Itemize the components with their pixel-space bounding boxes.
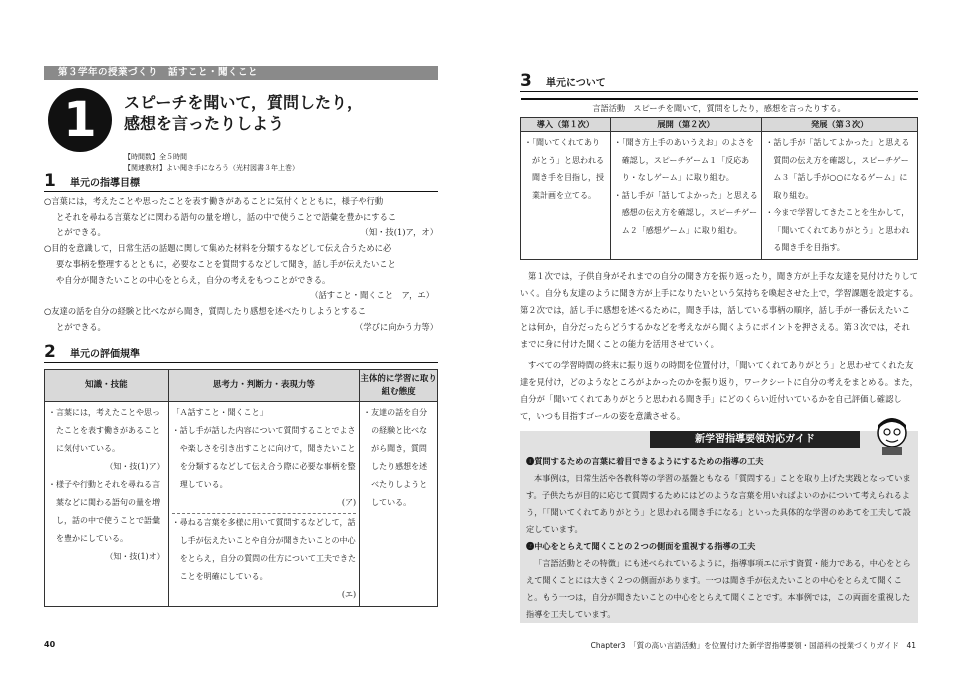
plan-header-advanced: 発展（第３次） (762, 118, 918, 132)
lesson-meta (124, 152, 299, 174)
eval-cell-thinking (168, 402, 359, 607)
teacher-mascot-icon (872, 413, 912, 455)
plan-header-intro: 導入（第１次） (521, 118, 611, 132)
goal-2-tag: （話すこと・聞くこと ア，エ） (310, 290, 434, 301)
guide-body (526, 453, 914, 623)
plan-cell-development (610, 132, 762, 260)
meta-hours: 【時間数】全５時間 (124, 153, 187, 161)
goal-3-tag: （学びに向かう力等） (355, 321, 438, 332)
goal-2-line-a: ○目的を意識して，日常生活の話題に関して集めた材料を分類するなどして伝え合うために必 (44, 243, 392, 254)
plan-cell-advanced (762, 132, 918, 260)
knowledge-item-2-tag: （知・技(1)オ） (105, 552, 165, 562)
thinking-item-1: ・話し手が話した内容について質問することでよさや楽しさを引き出すことに向けて，聞きたいことを分類するなどして伝え合う際に必要な事柄を整理している。 (171, 426, 356, 490)
page-number-left: 40 (44, 640, 56, 649)
goal-2-line-c: や自分が聞きたいことの中心をとらえ，自分の考えをもつことができる。 (56, 274, 331, 285)
guide-text-1: 本事例は，日常生活や各教科等の学習の基盤ともなる「質問する」ことを取り上げた実践となっています。子供たちが目的に応じて質問するためにはどのような言葉を用いればよいのかについて考えられるよう，「「聞いてくれてありがとう」と思われる聞き手になる」といった具体的な学習のめあてを工夫して設定しています。 (526, 472, 911, 534)
language-activity: 言語活動 スピーチを聞いて，質問をしたり，感想を言ったりする。 (521, 99, 918, 118)
plan-header-development: 展開（第２次） (610, 118, 762, 132)
lesson-title-line-2: 感想を言ったりしよう (124, 114, 285, 133)
thinking-domain: 「Ａ話すこと・聞くこと」 (171, 408, 268, 418)
goal-2-line-b: 要な事柄を整理するとともに，必要なことを質問するなどして聞き，話し手が伝えたいこと (56, 258, 396, 269)
eval-cell-attitude (360, 402, 438, 607)
lesson-title (124, 92, 363, 134)
goal-1-line-b: とそれを尋ねる言葉などに関わる語句の量を増し，話の中で使うことで語彙を豊かにするこ (56, 211, 397, 222)
plan-dev-item-2: ・話し手が「話してよかった」と思える感想の伝え方を確認し，スピーチゲーム２「感想ゲーム」に取り組む。 (613, 190, 758, 235)
unit-paragraph-2: すべての学習時間の終末に振り返りの時間を位置付け，「聞いてくれてありがとう」と思わせてくれた友達を見付け，どのようなところがよかったのかを振り返り，ワークシートに自分の考えをまとめる。また，自分が「聞いてくれてありがとうと思われる聞き手」にどのくらい近付いているかを自己評価し確認して，いつも目指すゴールの姿を意識させる。 (520, 359, 918, 421)
teaching-goals (44, 194, 438, 335)
eval-header-attitude: 主体的に学習に取り組む態度 (360, 370, 438, 402)
lesson-number-badge: 1 (48, 88, 112, 152)
guide-text-2: 「言語活動とその特徴」にも述べられているように，指導事項エに示す資質・能力である，中心をとらえて聞くことには大きく２つの側面があります。一つは聞き手が伝えたいことの中心をとらえて聞くこと。もう一つは，自分が聞きたいことの中心をとらえて聞くことです。本事例では，この両面を重視した指導を工夫しています。 (526, 557, 911, 619)
goal-1-end: とができる。 (56, 227, 106, 238)
right-page (520, 72, 918, 623)
plan-adv-item-1: ・話し手が「話してよかった」と思える質問の伝え方を確認し，スピーチゲーム３「話し手が○○になるゲーム」に取り組む。 (765, 138, 910, 200)
section-2-title: 単元の評価規準 (70, 349, 140, 361)
knowledge-item-1: ・言葉には，考えたことや思ったことを表す働きがあることに気付いている。 (48, 408, 160, 454)
unit-plan-table (520, 98, 918, 260)
meta-material: 【関連教材】よい聞き手になろう（光村図書３年上巻） (124, 164, 299, 172)
plan-adv-item-2: ・今まで学習してきたことを生かして，「聞いてくれてありがとう」と思われる聞き手を目指す。 (765, 208, 910, 252)
chapter-topbar: 第３学年の授業づくり 話すこと・聞くこと (44, 66, 438, 80)
section-3-heading (520, 72, 918, 92)
thinking-item-2-tag: (エ) (341, 590, 357, 600)
attitude-item-1: ・友達の話を自分の経験と比べながら聞き，質問したり感想を述べたりしようとしている。 (363, 408, 428, 508)
goal-3-end: とができる。 (56, 321, 106, 332)
knowledge-item-2: ・様子や行動とそれを尋ねる言葉などに関わる語句の量を増し，話の中で使うことで語彙を豊かにしている。 (48, 480, 160, 544)
goal-1-line-c (44, 225, 438, 241)
eval-cell-knowledge (45, 402, 169, 607)
guide-box (520, 431, 918, 623)
eval-header-knowledge: 知識・技能 (45, 370, 169, 402)
goal-1-line-a: ○言葉には，考えたことや思ったことを表す働きがあることに気付くとともに，様子や行動 (44, 196, 384, 206)
section-1-heading (44, 172, 438, 192)
eval-header-thinking: 思考力・判断力・表現力等 (168, 370, 359, 402)
guide-title: 新学習指導要領対応ガイド (650, 431, 860, 448)
knowledge-item-1-tag: （知・技(1)ア） (105, 462, 165, 472)
section-2-heading (44, 343, 438, 363)
footer-right: Chapter3 「質の高い言語活動」を位置付けた新学習指導要領・国語科の授業づくりガイド 41 (590, 641, 916, 650)
lesson-header (44, 80, 438, 172)
lesson-title-line-1: スピーチを聞いて，質問したり， (124, 93, 364, 112)
plan-intro-item: ・「聞いてくれてありがとう」と思われる聞き手を目指し，授業計画を立てる。 (524, 138, 604, 200)
evaluation-table (44, 369, 438, 607)
left-page (44, 66, 438, 607)
section-2-number: 2 (44, 342, 56, 363)
goal-3-line-a: ○友達の話を自分の経験と比べながら聞き，質問したり感想を述べたりしようとするこ (44, 305, 367, 316)
goal-3-line-b (44, 320, 438, 336)
plan-dev-item-1: ・「聞き方上手のあいうえお」のよさを確認し，スピーチゲーム１「反応あり・なしゲーム」に取り組む。 (613, 138, 754, 182)
section-1-number: 1 (44, 171, 56, 191)
plan-cell-intro (521, 132, 611, 260)
section-3-title: 単元について (546, 78, 606, 89)
section-3-number: 3 (520, 71, 532, 91)
unit-paragraph-1: 第１次では，子供自身がそれまでの自分の聞き方を振り返ったり，聞き方が上手な友達を見付けたりしていく。自分も友達のように聞き方が上手になりたいという気持ちを喚起させた上で，学習課題を設定する。第２次では，話し手に感想を述べるために，聞き手は，話している事柄の順序，話し手が一番伝えたいことは何か，自分だったらどうするかなどを考えながら聞くようにポイントを押さえる。第３次では，それまでに身に付けた聞くことの能力を活用させていく。 (520, 270, 918, 349)
section-1-title: 単元の指導目標 (70, 178, 140, 189)
thinking-item-2: ・尋ねる言葉を多様に用いて質問するなどして，話し手が伝えたいことや自分が聞きたいことの中心をとらえ，自分の質問の仕方について工夫できたことを明確にしている。 (172, 513, 356, 586)
goal-1-tag: （知・技(1)ア，オ） (360, 227, 438, 238)
guide-subheading-2: ❷中心をとらえて聞くことの２つの側面を重視する指導の工夫 (526, 540, 756, 551)
thinking-item-1-tag: (ア) (341, 498, 357, 508)
guide-subheading-1: ❶質問するための言葉に着目できるようにするための指導の工夫 (526, 455, 764, 466)
